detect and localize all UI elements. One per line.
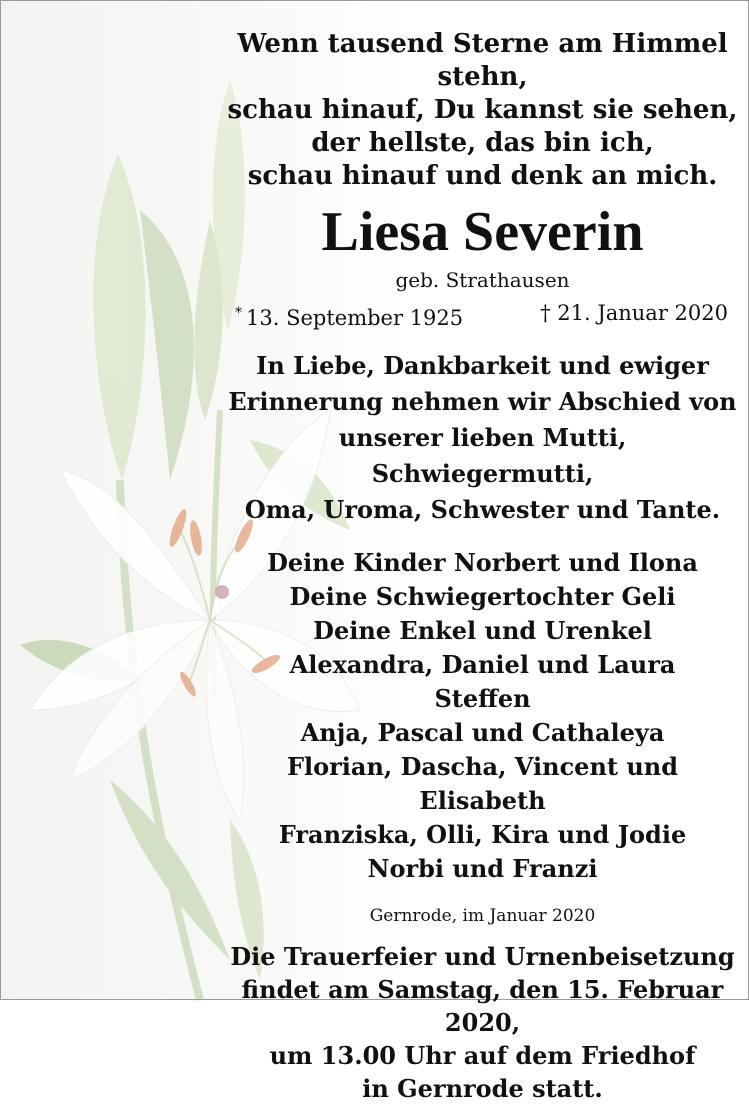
farewell-line: unserer lieben Mutti, Schwiegermutti,: [338, 423, 627, 488]
farewell-line: Erinnerung nehmen wir Abschied von: [228, 387, 737, 416]
mourner-line: Alexandra, Daniel und Laura: [289, 650, 676, 679]
death-date-group: [540, 299, 728, 332]
mourner-line: Franziska, Olli, Kira und Jodie: [278, 820, 687, 849]
mourner-line: Deine Kinder Norbert und Ilona: [267, 548, 698, 577]
funeral-line: Die Trauerfeier und Urnenbeisetzung: [230, 942, 735, 971]
notice-text: [225, 28, 740, 1105]
farewell-line: In Liebe, Dankbarkeit und ewiger: [256, 351, 709, 380]
birth-date: 13. September 1925: [246, 306, 464, 330]
mourner-line: Anja, Pascal und Cathaleya: [300, 718, 665, 747]
funeral-info: [225, 940, 740, 1105]
mourners-list: [225, 546, 740, 886]
memorial-poem: [225, 28, 740, 193]
mourner-line: Florian, Dascha, Vincent und Elisabeth: [286, 752, 679, 815]
deceased-name: Liesa Severin: [321, 201, 644, 263]
death-date: 21. Januar 2020: [557, 301, 728, 325]
funeral-line: um 13.00 Uhr auf dem Friedhof: [269, 1041, 696, 1070]
mourner-line: Norbi und Franzi: [367, 854, 598, 883]
poem-line: schau hinauf, Du kannst sie sehen,: [227, 95, 738, 125]
death-symbol: †: [540, 301, 551, 325]
poem-line: der hellste, das bin ich,: [311, 128, 654, 158]
life-dates: [225, 299, 740, 332]
mourner-line: Deine Schwiegertochter Geli: [289, 582, 676, 611]
poem-line: Wenn tausend Sterne am Himmel stehn,: [237, 29, 728, 92]
funeral-line: in Gernrode statt.: [362, 1074, 603, 1103]
poem-line: schau hinauf und denk an mich.: [247, 161, 718, 191]
birth-date-group: [235, 299, 463, 332]
birth-symbol: *: [235, 305, 242, 321]
mourner-line: Steffen: [434, 684, 531, 713]
mourner-line: Deine Enkel und Urenkel: [313, 616, 652, 645]
farewell-text: [225, 348, 740, 528]
farewell-line: Oma, Uroma, Schwester und Tante.: [244, 495, 721, 524]
funeral-line: findet am Samstag, den 15. Februar 2020,: [241, 975, 724, 1037]
birth-name: geb. Strathausen: [395, 268, 570, 292]
place-date: Gernrode, im Januar 2020: [369, 906, 596, 926]
